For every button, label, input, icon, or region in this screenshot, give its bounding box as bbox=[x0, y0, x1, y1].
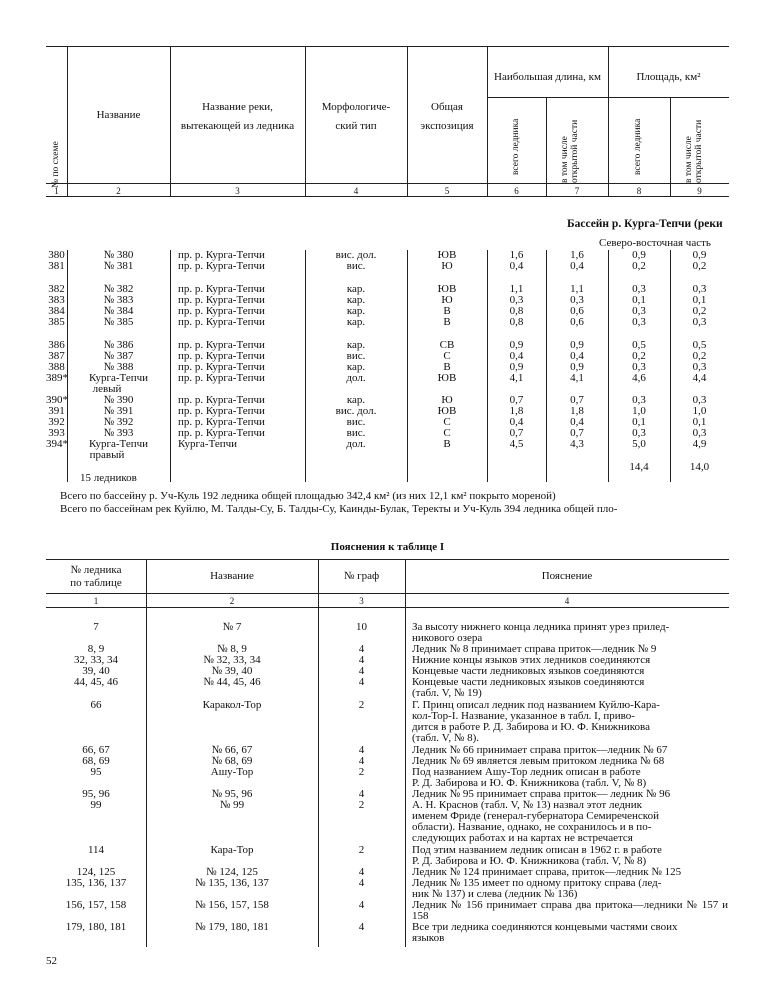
area-total: 0,2 bbox=[632, 350, 646, 362]
note-graph-number: 2 bbox=[358, 766, 365, 778]
area-total: 0,3 bbox=[632, 305, 646, 317]
summary-line-2: Всего по бассейнам рек Куйлю, М. Талды-Су, Б. Талды-Су, Каинды-Булак, Теректы и Уч-Куль 394 ледника общей пло- bbox=[60, 503, 618, 515]
note-glacier-name: № 44, 45, 46 bbox=[203, 676, 261, 688]
header-length-open: в том числе открытой части bbox=[560, 119, 580, 183]
note-graph-number: 4 bbox=[358, 921, 365, 933]
length-open: 1,6 bbox=[570, 249, 584, 261]
river-name: пр. р. Курга-Тепчи bbox=[178, 294, 265, 306]
length-open: 4,1 bbox=[570, 372, 584, 384]
river-name: пр. р. Курга-Тепчи bbox=[178, 394, 265, 406]
river-name: пр. р. Курга-Тепчи bbox=[178, 350, 265, 362]
scheme-number: 393 bbox=[48, 427, 65, 439]
note-glacier-index: 156, 157, 158 bbox=[65, 899, 127, 911]
header-name: Название bbox=[96, 109, 141, 121]
length-open: 0,9 bbox=[570, 339, 584, 351]
morph-type: кар. bbox=[346, 283, 366, 295]
glacier-name: № 391 bbox=[103, 405, 134, 417]
note-explanation: Ледник № 69 является левым притоком ледника № 68 bbox=[412, 755, 665, 767]
exposure: ЮВ bbox=[437, 249, 457, 261]
glacier-name: № 383 bbox=[103, 294, 134, 306]
exposure: В bbox=[443, 438, 451, 450]
table-row bbox=[0, 317, 775, 328]
glacier-name: Курга-Тепчи bbox=[88, 438, 149, 450]
glacier-count: 15 ледников bbox=[80, 472, 137, 484]
note-explanation: Под этим названием ледник описан в 1962 г. в работе Р. Д. Забирова и Ю. Ф. Книжникова (табл. V, № 8) bbox=[412, 844, 662, 867]
glacier-name: № 388 bbox=[103, 361, 134, 373]
exposure: Ю bbox=[441, 294, 453, 306]
note-graph-number: 4 bbox=[358, 654, 365, 666]
morph-type: кар. bbox=[346, 294, 366, 306]
area-total: 0,1 bbox=[632, 294, 646, 306]
note-graph-number: 2 bbox=[358, 699, 365, 711]
note-explanation: За высоту нижнего конца ледника принят урез прилед- никового озера bbox=[412, 621, 670, 644]
area-open: 0,2 bbox=[692, 350, 707, 362]
morph-type: вис. bbox=[346, 416, 366, 428]
note-glacier-name: № 68, 69 bbox=[211, 755, 253, 767]
sum-area-open: 14,0 bbox=[689, 461, 710, 473]
scheme-number: 386 bbox=[48, 339, 65, 351]
note-glacier-index: 99 bbox=[90, 799, 102, 811]
note-glacier-index: 44, 45, 46 bbox=[74, 676, 118, 688]
note-glacier-name: № 99 bbox=[219, 799, 245, 811]
area-total: 0,3 bbox=[632, 427, 646, 439]
note-graph-number: 4 bbox=[358, 755, 365, 767]
subregion-title: Северо-восточная часть bbox=[599, 237, 711, 249]
glacier-name: № 393 bbox=[103, 427, 134, 439]
note-graph-number: 4 bbox=[358, 665, 365, 677]
scheme-number: 385 bbox=[48, 316, 65, 328]
notes-col-num: 4 bbox=[564, 596, 570, 606]
basin-title: Бассейн р. Курга-Тепчи (реки bbox=[567, 218, 723, 230]
length-open: 0,3 bbox=[570, 294, 584, 306]
river-name: пр. р. Курга-Тепчи bbox=[178, 249, 265, 261]
glacier-name: № 387 bbox=[103, 350, 134, 362]
area-open: 0,3 bbox=[692, 361, 707, 373]
exposure: ЮВ bbox=[437, 283, 457, 295]
note-glacier-name: Ашу-Тор bbox=[210, 766, 254, 778]
glacier-name: № 381 bbox=[103, 260, 134, 272]
river-name: пр. р. Курга-Тепчи bbox=[178, 427, 265, 439]
scheme-number: 391 bbox=[48, 405, 65, 417]
note-glacier-name: Кара-Тор bbox=[210, 844, 254, 856]
area-total: 0,9 bbox=[632, 249, 646, 261]
river-name: пр. р. Курга-Тепчи bbox=[178, 361, 265, 373]
note-explanation: Все три ледника соединяются концевыми частями своих языков bbox=[412, 921, 678, 944]
area-open: 0,3 bbox=[692, 316, 707, 328]
note-explanation: Ледник № 66 принимает справа приток—ледник № 67 bbox=[412, 744, 668, 756]
note-glacier-index: 179, 180, 181 bbox=[65, 921, 127, 933]
glacier-name-line2: правый bbox=[89, 449, 125, 461]
area-open: 0,1 bbox=[692, 294, 707, 306]
note-glacier-name: № 135, 136, 137 bbox=[195, 877, 269, 889]
area-open: 0,3 bbox=[692, 283, 707, 295]
note-graph-number: 10 bbox=[356, 621, 367, 633]
length-open: 0,6 bbox=[570, 316, 584, 328]
area-open: 0,2 bbox=[692, 260, 707, 272]
morph-type: вис. дол. bbox=[335, 405, 377, 417]
scheme-number: 381 bbox=[48, 260, 65, 272]
header-morph-line1: Морфологиче- bbox=[321, 101, 391, 113]
river-name: пр. р. Курга-Тепчи bbox=[178, 339, 265, 351]
page-number: 52 bbox=[46, 955, 57, 967]
length-total: 1,6 bbox=[509, 249, 524, 261]
note-explanation: Ледник № 8 принимает справа приток—ледник № 9 bbox=[412, 643, 657, 655]
morph-type: вис. bbox=[346, 260, 366, 272]
note-graph-number: 4 bbox=[358, 676, 365, 688]
length-total: 0,7 bbox=[509, 427, 524, 439]
length-open: 0,4 bbox=[570, 260, 584, 272]
morph-type: вис. дол. bbox=[335, 249, 377, 261]
length-open: 4,3 bbox=[570, 438, 584, 450]
exposure: В bbox=[443, 316, 451, 328]
note-glacier-index: 32, 33, 34 bbox=[74, 654, 118, 666]
notes-col-num: 1 bbox=[93, 596, 99, 606]
note-glacier-index: 39, 40 bbox=[82, 665, 110, 677]
header-river-line2: вытекающей из ледника bbox=[180, 120, 295, 132]
exposure: СВ bbox=[439, 339, 455, 351]
note-explanation: Ледник № 124 принимает справа, приток—ледник № 125 bbox=[412, 866, 682, 878]
header-area-group: Площадь, км² bbox=[636, 71, 701, 83]
length-open: 0,6 bbox=[570, 305, 584, 317]
note-glacier-index: 66 bbox=[90, 699, 102, 711]
exposure: ЮВ bbox=[437, 372, 457, 384]
notes-header-explanation: Пояснение bbox=[541, 570, 593, 582]
note-graph-number: 4 bbox=[358, 744, 365, 756]
notes-col-num: 3 bbox=[359, 596, 364, 606]
note-graph-number: 4 bbox=[358, 866, 365, 878]
area-open: 4,9 bbox=[692, 438, 707, 450]
area-open: 1,0 bbox=[692, 405, 707, 417]
length-total: 0,9 bbox=[509, 361, 524, 373]
glacier-name: № 392 bbox=[103, 416, 134, 428]
scheme-number: 388 bbox=[48, 361, 65, 373]
header-river-line1: Название реки, bbox=[202, 101, 273, 113]
table-row bbox=[0, 261, 775, 272]
note-explanation: Концевые части ледниковых языков соединяются bbox=[412, 665, 645, 677]
length-open: 1,8 bbox=[570, 405, 584, 417]
header-area-open: в том числе открытой части bbox=[684, 119, 704, 183]
col-num: 8 bbox=[636, 186, 642, 196]
note-glacier-name: Каракол-Тор bbox=[202, 699, 262, 711]
notes-header-name: Название bbox=[210, 570, 254, 582]
length-total: 0,7 bbox=[509, 394, 524, 406]
glacier-name: № 390 bbox=[103, 394, 134, 406]
note-explanation: Концевые части ледниковых языков соединяются (табл. V, № 19) bbox=[412, 676, 645, 699]
river-name: пр. р. Курга-Тепчи bbox=[178, 283, 265, 295]
note-explanation: А. Н. Краснов (табл. V, № 13) назвал этот ледник именем Фриде (генерал-губернатора Семиреченской области). Название, однако, не сохранилось и в по- следующих работах и на картах не встречается bbox=[412, 799, 659, 844]
river-name: Курга-Тепчи bbox=[178, 438, 238, 450]
note-graph-number: 4 bbox=[358, 643, 365, 655]
note-graph-number: 4 bbox=[358, 899, 365, 911]
area-open: 0,1 bbox=[692, 416, 707, 428]
length-open: 0,9 bbox=[570, 361, 584, 373]
morph-type: вис. bbox=[346, 427, 366, 439]
morph-type: кар. bbox=[346, 394, 366, 406]
length-total: 0,4 bbox=[509, 350, 524, 362]
note-glacier-index: 95 bbox=[90, 766, 102, 778]
note-glacier-name: № 8, 9 bbox=[217, 643, 247, 655]
area-open: 0,3 bbox=[692, 394, 707, 406]
header-morph-line2: ский тип bbox=[335, 120, 377, 132]
note-glacier-name: № 156, 157, 158 bbox=[195, 899, 269, 911]
area-total: 0,3 bbox=[632, 394, 646, 406]
length-open: 0,7 bbox=[570, 427, 584, 439]
col-num: 9 bbox=[697, 186, 702, 196]
area-open: 0,5 bbox=[692, 339, 707, 351]
scheme-number: 389* bbox=[46, 372, 68, 384]
summary-line-1: Всего по бассейну р. Уч-Куль 192 ледника общей площадью 342,4 км² (из них 12,1 км² покрыто мореной) bbox=[60, 490, 556, 502]
table-row bbox=[0, 372, 775, 395]
scheme-number: 382 bbox=[48, 283, 65, 295]
length-total: 0,8 bbox=[509, 316, 524, 328]
glacier-name: № 380 bbox=[103, 249, 134, 261]
river-name: пр. р. Курга-Тепчи bbox=[178, 316, 265, 328]
note-glacier-index: 135, 136, 137 bbox=[65, 877, 127, 889]
note-glacier-index: 95, 96 bbox=[82, 788, 110, 800]
morph-type: кар. bbox=[346, 339, 366, 351]
area-total: 0,5 bbox=[632, 339, 646, 351]
river-name: пр. р. Курга-Тепчи bbox=[178, 372, 265, 384]
area-total: 4,6 bbox=[632, 372, 646, 384]
scheme-number: 384 bbox=[48, 305, 65, 317]
note-glacier-name: № 179, 180, 181 bbox=[195, 921, 269, 933]
river-name: пр. р. Курга-Тепчи bbox=[178, 260, 265, 272]
scheme-number: 387 bbox=[48, 350, 65, 362]
area-total: 0,1 bbox=[632, 416, 646, 428]
note-explanation: Г. Принц описал ледник под названием Куйлю-Кара- кол-Тор-I. Название, указанное в табл. I, приво- дится в работе Р. Д. Забирова и Ю. Ф. Книжникова (табл. V, № 8). bbox=[412, 699, 660, 744]
glacier-name: № 382 bbox=[103, 283, 134, 295]
morph-type: дол. bbox=[346, 438, 366, 450]
col-num: 4 bbox=[353, 186, 359, 196]
table-row bbox=[0, 438, 775, 461]
morph-type: кар. bbox=[346, 361, 366, 373]
header-length-group: Наибольшая длина, км bbox=[494, 71, 601, 83]
note-graph-number: 4 bbox=[358, 788, 365, 800]
area-total: 1,0 bbox=[632, 405, 646, 417]
area-open: 0,3 bbox=[692, 427, 707, 439]
note-explanation: Ледник № 95 принимает справа приток— ледник № 96 bbox=[412, 788, 671, 800]
scheme-number: 394* bbox=[46, 438, 68, 450]
exposure: В bbox=[443, 361, 451, 373]
glacier-name: Курга-Тепчи bbox=[88, 372, 149, 384]
note-glacier-index: 66, 67 bbox=[82, 744, 110, 756]
area-open: 4,4 bbox=[692, 372, 707, 384]
note-glacier-name: № 124, 125 bbox=[206, 866, 258, 878]
morph-type: кар. bbox=[346, 316, 366, 328]
scheme-number: 383 bbox=[48, 294, 65, 306]
note-glacier-name: № 39, 40 bbox=[211, 665, 253, 677]
area-open: 0,9 bbox=[692, 249, 707, 261]
length-total: 0,4 bbox=[509, 416, 524, 428]
notes-header-idx-line2: по таблице bbox=[70, 577, 122, 589]
notes-header-graph: № граф bbox=[343, 570, 380, 582]
length-open: 0,7 bbox=[570, 394, 584, 406]
scheme-number: 390* bbox=[46, 394, 68, 406]
area-total: 0,2 bbox=[632, 260, 646, 272]
scheme-number: 392 bbox=[48, 416, 65, 428]
header-exposure-line2: экспозиция bbox=[420, 120, 474, 132]
glacier-name: № 386 bbox=[103, 339, 134, 351]
notes-header-idx-line1: № ледника bbox=[70, 564, 122, 576]
col-num: 7 bbox=[574, 186, 580, 196]
col-num: 1 bbox=[54, 186, 59, 196]
header-scheme-number: № по схеме bbox=[51, 141, 61, 188]
morph-type: кар. bbox=[346, 305, 366, 317]
note-graph-number: 2 bbox=[358, 799, 365, 811]
length-total: 0,9 bbox=[509, 339, 524, 351]
area-total: 0,3 bbox=[632, 283, 646, 295]
glacier-name-line2: левый bbox=[92, 383, 122, 395]
area-open: 0,2 bbox=[692, 305, 707, 317]
morph-type: дол. bbox=[346, 372, 366, 384]
area-total: 0,3 bbox=[632, 361, 646, 373]
length-open: 1,1 bbox=[570, 283, 584, 295]
scheme-number: 380 bbox=[48, 249, 65, 261]
exposure: С bbox=[443, 416, 451, 428]
length-total: 0,8 bbox=[509, 305, 524, 317]
note-glacier-index: 114 bbox=[87, 844, 105, 856]
notes-col-num: 2 bbox=[229, 596, 235, 606]
length-total: 0,4 bbox=[509, 260, 524, 272]
exposure: С bbox=[443, 350, 451, 362]
note-explanation: Под названием Ашу-Тор ледник описан в работе Р. Д. Забирова и Ю. Ф. Книжникова (табл. V, № 8) bbox=[412, 766, 647, 789]
note-explanation: Ледник № 135 имеет по одному притоку справа (лед- ник № 137) и слева (ледник № 136) bbox=[412, 877, 662, 900]
note-glacier-name: № 7 bbox=[222, 621, 242, 633]
note-explanation: Ледник № 156 принимает справа два притока—ледники № 157 и 158 bbox=[412, 899, 728, 922]
river-name: пр. р. Курга-Тепчи bbox=[178, 416, 265, 428]
header-area-total: всего ледника bbox=[633, 118, 643, 175]
note-glacier-index: 68, 69 bbox=[82, 755, 110, 767]
area-total: 0,3 bbox=[632, 316, 646, 328]
exposure: Ю bbox=[441, 260, 453, 272]
glacier-name: № 385 bbox=[103, 316, 134, 328]
exposure: В bbox=[443, 305, 451, 317]
note-glacier-index: 7 bbox=[93, 621, 99, 633]
area-total: 5,0 bbox=[632, 438, 646, 450]
header-length-total: всего ледника bbox=[511, 118, 521, 175]
note-glacier-index: 8, 9 bbox=[87, 643, 105, 655]
glacier-name: № 384 bbox=[103, 305, 134, 317]
note-explanation: Нижние концы языков этих ледников соединяются bbox=[412, 654, 651, 666]
header-exposure-line1: Общая bbox=[431, 101, 463, 113]
length-total: 1,8 bbox=[509, 405, 524, 417]
notes-title: Пояснения к таблице I bbox=[330, 541, 445, 553]
length-total: 4,1 bbox=[509, 372, 524, 384]
length-open: 0,4 bbox=[570, 350, 584, 362]
note-glacier-index: 124, 125 bbox=[76, 866, 116, 878]
note-glacier-name: № 32, 33, 34 bbox=[203, 654, 261, 666]
river-name: пр. р. Курга-Тепчи bbox=[178, 305, 265, 317]
col-num: 2 bbox=[116, 186, 121, 196]
exposure: С bbox=[443, 427, 451, 439]
col-num: 5 bbox=[444, 186, 450, 196]
length-total: 0,3 bbox=[509, 294, 524, 306]
sum-area-total: 14,4 bbox=[629, 461, 649, 473]
river-name: пр. р. Курга-Тепчи bbox=[178, 405, 265, 417]
col-num: 3 bbox=[235, 186, 240, 196]
morph-type: вис. bbox=[346, 350, 366, 362]
note-graph-number: 2 bbox=[358, 844, 365, 856]
length-open: 0,4 bbox=[570, 416, 584, 428]
note-glacier-name: № 95, 96 bbox=[211, 788, 253, 800]
exposure: ЮВ bbox=[437, 405, 457, 417]
note-graph-number: 4 bbox=[358, 877, 365, 889]
exposure: Ю bbox=[441, 394, 453, 406]
length-total: 4,5 bbox=[509, 438, 524, 450]
col-num: 6 bbox=[514, 186, 519, 196]
note-glacier-name: № 66, 67 bbox=[211, 744, 253, 756]
length-total: 1,1 bbox=[509, 283, 524, 295]
